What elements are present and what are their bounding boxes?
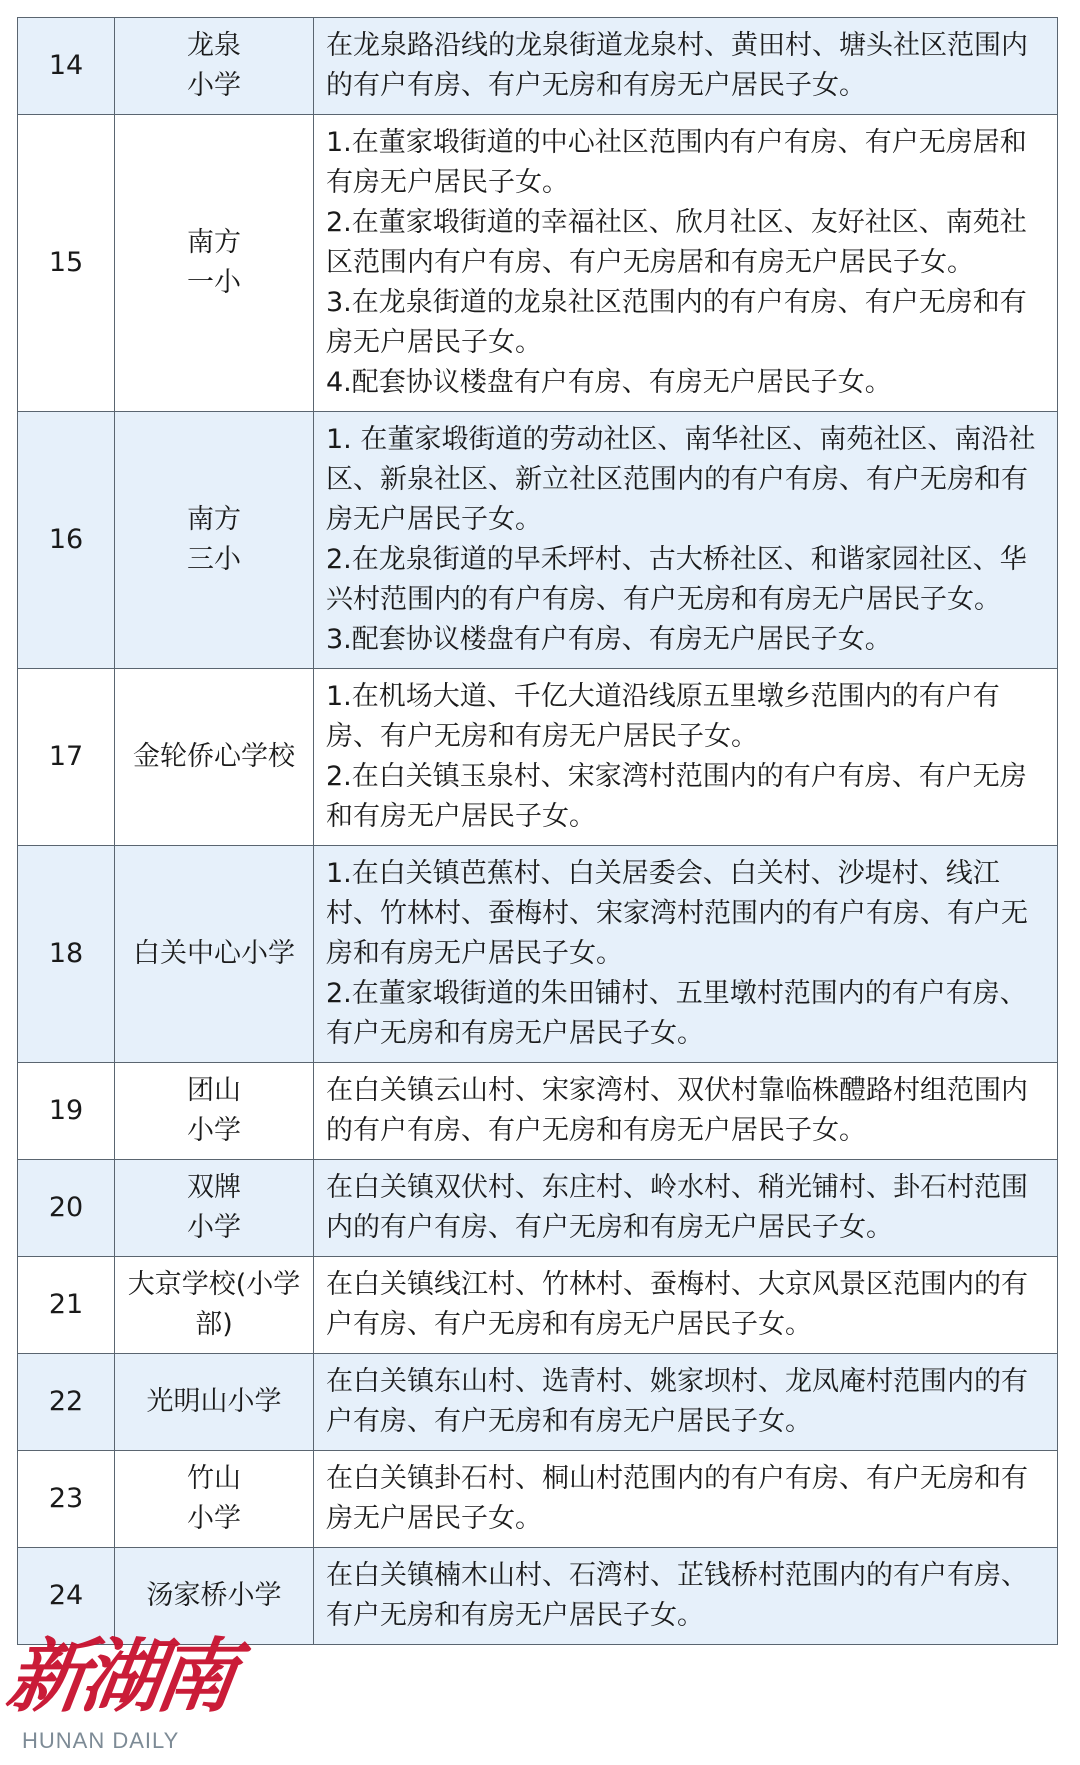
enrollment-area-text: 3.配套协议楼盘有户有房、有房无户居民子女。 bbox=[326, 624, 892, 655]
school-name-cell bbox=[115, 1451, 314, 1548]
enrollment-area-text: 2.在董家塅街道的幸福社区、欣月社区、友好社区、南苑社区范围内有户有房、有户无房居和有房无户居民子女。 bbox=[326, 207, 1027, 278]
watermark-logo: 新湖南 bbox=[1, 1629, 237, 1723]
school-name-cell bbox=[115, 18, 314, 115]
enrollment-area-text: 在白关镇云山村、宋家湾村、双伏村靠临株醴路村组范围内的有户有房、有户无房和有房无户居民子女。 bbox=[326, 1075, 1028, 1146]
school-name-cell bbox=[115, 669, 314, 846]
school-name: 白关中心小学 bbox=[133, 938, 295, 969]
table-row bbox=[18, 669, 1058, 846]
table-row bbox=[18, 18, 1058, 115]
school-name: 双牌 小学 bbox=[187, 1172, 241, 1243]
school-name-cell bbox=[115, 1354, 314, 1451]
school-name: 龙泉 小学 bbox=[187, 30, 241, 101]
enrollment-area-cell bbox=[314, 846, 1058, 1063]
enrollment-area-text: 3.在龙泉街道的龙泉社区范围内的有户有房、有户无房和有房无户居民子女。 bbox=[326, 287, 1027, 358]
table-row bbox=[18, 1451, 1058, 1548]
enrollment-area-text: 4.配套协议楼盘有户有房、有房无户居民子女。 bbox=[326, 367, 892, 398]
enrollment-area-text: 在白关镇线江村、竹林村、蚕梅村、大京风景区范围内的有户有房、有户无房和有房无户居民子女。 bbox=[326, 1269, 1028, 1340]
table-row bbox=[18, 1354, 1058, 1451]
enrollment-area-cell bbox=[314, 412, 1058, 669]
school-name: 南方 一小 bbox=[187, 227, 241, 298]
enrollment-area-cell bbox=[314, 1160, 1058, 1257]
table-row bbox=[18, 1257, 1058, 1354]
row-number: 18 bbox=[18, 846, 115, 1063]
table-row bbox=[18, 1548, 1058, 1645]
watermark-subtitle: HUNAN DAILY bbox=[22, 1728, 180, 1753]
enrollment-area-text: 在白关镇双伏村、东庄村、岭水村、稍光铺村、卦石村范围内的有户有房、有户无房和有房无户居民子女。 bbox=[326, 1172, 1028, 1243]
row-number: 23 bbox=[18, 1451, 115, 1548]
enrollment-area-text: 在龙泉路沿线的龙泉街道龙泉村、黄田村、塘头社区范围内的有户有房、有户无房和有房无户居民子女。 bbox=[326, 30, 1028, 101]
enrollment-area-text: 在白关镇卦石村、桐山村范围内的有户有房、有户无房和有房无户居民子女。 bbox=[326, 1463, 1028, 1534]
school-name: 大京学校(小学部) bbox=[127, 1269, 301, 1340]
table-row bbox=[18, 1063, 1058, 1160]
school-name: 光明山小学 bbox=[146, 1386, 282, 1417]
enrollment-area-cell bbox=[314, 1063, 1058, 1160]
enrollment-area-text: 1.在董家塅街道的中心社区范围内有户有房、有户无房居和有房无户居民子女。 bbox=[326, 127, 1027, 198]
school-name-cell bbox=[115, 1160, 314, 1257]
school-name-cell bbox=[115, 846, 314, 1063]
row-number: 14 bbox=[18, 18, 115, 115]
row-number: 21 bbox=[18, 1257, 115, 1354]
enrollment-area-text: 在白关镇东山村、选青村、姚家坝村、龙凤庵村范围内的有户有房、有户无房和有房无户居民子女。 bbox=[326, 1366, 1028, 1437]
hunan-daily-watermark bbox=[0, 1628, 300, 1765]
enrollment-area-text: 2.在白关镇玉泉村、宋家湾村范围内的有户有房、有户无房和有房无户居民子女。 bbox=[326, 761, 1027, 832]
table-row bbox=[18, 1160, 1058, 1257]
enrollment-area-cell bbox=[314, 1354, 1058, 1451]
school-zone-table-container bbox=[17, 17, 1058, 1645]
enrollment-area-cell bbox=[314, 1257, 1058, 1354]
enrollment-area-text: 2.在董家塅街道的朱田铺村、五里墩村范围内的有户有房、有户无房和有房无户居民子女。 bbox=[326, 978, 1027, 1049]
school-name: 金轮侨心学校 bbox=[133, 741, 295, 772]
school-name-cell bbox=[115, 115, 314, 412]
table-body bbox=[18, 18, 1058, 1645]
school-name: 汤家桥小学 bbox=[146, 1580, 282, 1611]
table-row bbox=[18, 846, 1058, 1063]
row-number: 22 bbox=[18, 1354, 115, 1451]
row-number: 17 bbox=[18, 669, 115, 846]
row-number: 15 bbox=[18, 115, 115, 412]
row-number: 20 bbox=[18, 1160, 115, 1257]
school-name-cell bbox=[115, 1063, 314, 1160]
table-row bbox=[18, 412, 1058, 669]
row-number: 24 bbox=[18, 1548, 115, 1645]
school-name: 南方 三小 bbox=[187, 504, 241, 575]
enrollment-area-text: 1. 在董家塅街道的劳动社区、南华社区、南苑社区、南沿社区、新泉社区、新立社区范围内的有户有房、有户无房和有房无户居民子女。 bbox=[326, 424, 1036, 535]
school-name: 团山 小学 bbox=[187, 1075, 241, 1146]
school-name-cell bbox=[115, 1548, 314, 1645]
row-number: 16 bbox=[18, 412, 115, 669]
school-name-cell bbox=[115, 412, 314, 669]
enrollment-area-cell bbox=[314, 115, 1058, 412]
enrollment-area-cell bbox=[314, 18, 1058, 115]
enrollment-area-text: 2.在龙泉街道的早禾坪村、古大桥社区、和谐家园社区、华兴村范围内的有户有房、有户无房和有房无户居民子女。 bbox=[326, 544, 1027, 615]
enrollment-area-text: 1.在白关镇芭蕉村、白关居委会、白关村、沙堤村、线江村、竹林村、蚕梅村、宋家湾村范围内的有户有房、有户无房和有房无户居民子女。 bbox=[326, 858, 1028, 969]
enrollment-area-text: 1.在机场大道、千亿大道沿线原五里墩乡范围内的有户有房、有户无房和有房无户居民子女。 bbox=[326, 681, 1000, 752]
table-row bbox=[18, 115, 1058, 412]
row-number: 19 bbox=[18, 1063, 115, 1160]
enrollment-area-cell bbox=[314, 1548, 1058, 1645]
school-name-cell bbox=[115, 1257, 314, 1354]
school-zone-table bbox=[17, 17, 1058, 1645]
school-name: 竹山 小学 bbox=[187, 1463, 241, 1534]
enrollment-area-text: 在白关镇楠木山村、石湾村、芷钱桥村范围内的有户有房、有户无房和有房无户居民子女。 bbox=[326, 1560, 1028, 1631]
enrollment-area-cell bbox=[314, 1451, 1058, 1548]
enrollment-area-cell bbox=[314, 669, 1058, 846]
